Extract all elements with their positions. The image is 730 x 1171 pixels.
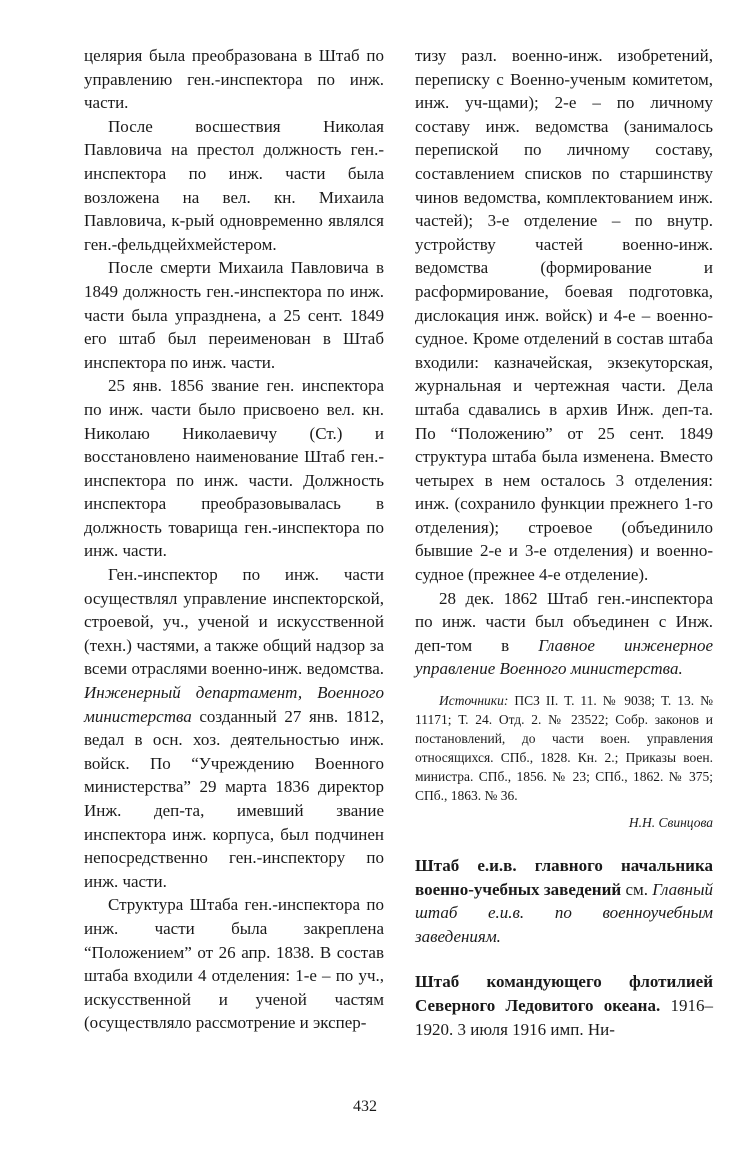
entry-military-schools-title: Штаб е.и.в. главного начальника военно-учебных заведений <box>415 856 713 899</box>
left-paragraph-4 <box>84 563 384 893</box>
entry-military-schools-reference: Главный штаб е.и.в. по военноучебным заведениям. <box>415 879 713 946</box>
entry-arctic-flotilla-title: Штаб командующего флотилией Северного Ледовитого океана. <box>415 972 713 1015</box>
left-column <box>84 44 384 1035</box>
left-paragraph-2: После смерти Михаила Павловича в 1849 должность ген.-инспектора по инж. части была упразднена, а 25 сент. 1849 его штаб был переименован в Штаб инспектора по инж. части. <box>84 258 384 372</box>
entry-military-schools-see: см. <box>625 879 649 899</box>
cross-reference-engineering-department: Инженерный департамент, Военного министерства <box>84 683 384 726</box>
right-paragraph-1-text: 28 дек. 1862 Штаб ген.-инспектора по инж. части был объединен с Инж. деп-том в <box>415 588 713 655</box>
entry-arctic-flotilla-text: 1916–1920. 3 июля 1916 имп. Ни- <box>415 996 713 1039</box>
left-paragraph-0: целярия была преобразована в Штаб по управлению ген.-инспектора по инж. части. <box>84 46 384 113</box>
sources-text: ПСЗ II. Т. 11. № 9038; Т. 13. № 11171; Т. 24. Отд. 2. № 23522; Собр. законов и постановлений, до части воен. управления относящихся. СПб., 1828. Кн. 2.; Приказы воен. министра. СПб., 1856. № 23; СПб., 1862. № 375; СПб., 1863. № 36. <box>415 693 713 804</box>
page-number: 432 <box>353 1098 377 1115</box>
left-paragraph-1: После восшествия Николая Павловича на престол должность ген.-инспектора по инж. части была возложена на вел. кн. Михаила Павловича, к-рый одновременно являлся ген.-фельдцейхмейстером. <box>84 116 384 254</box>
left-paragraph-4-text-a: Ген.-инспектор по инж. части осуществлял управление инспекторской, строевой, уч., ученой и искусственной (техн.) частями, а также общий надзор за всеми отраслями военно-инж. ведомства. <box>84 565 384 679</box>
article-author: Н.Н. Свинцова <box>628 815 713 831</box>
entry-military-schools <box>415 854 713 948</box>
left-paragraph-5: Структура Штаба ген.-инспектора по инж. части была закреплена “Положением” от 26 апр. 1838. В состав штаба входили 4 отделения: 1-е – по уч., искусственной и ученой частям (осуществляло рассмотрение и экспер- <box>84 895 384 1033</box>
left-paragraph-4-text-b: созданный 27 янв. 1812, ведал в осн. хоз. деятельностью инж. войск. По “Учреждению Военного министерства” 29 марта 1836 директор Инж. деп-та, имевший звание инспектора инж. корпуса, был подчинен непосредственно ген.-инспектору по инж. части. <box>84 706 384 891</box>
entry-arctic-flotilla <box>415 970 713 1041</box>
cross-reference-main-engineering-directorate: Главное инженерное управление Военного министерства. <box>415 635 713 679</box>
left-paragraph-3: 25 янв. 1856 звание ген. инспектора по инж. части было присвоено вел. кн. Николаю Николаевичу (Ст.) и восстановлено наименование Штаб ген.-инспектора по инж. части. Должность инспектора преобразовывалась в должность товарища ген.-инспектора по инж. части. <box>84 376 384 561</box>
sources <box>415 691 713 805</box>
right-paragraph-0: тизу разл. военно-инж. изобретений, переписку с Военно-ученым комитетом, инж. уч-щами); 2-е – по личному составу инж. ведомства (занималось перепиской по личному составу, составлением списков по старшинству чинов ведомства, комплектованием инж. частей); 3-е отделение – по внутр. устройству частей военно-инж. ведомства (формирование и расформирование, боевая подготовка, дислокация инж. войск) и 4-е – военно-судное. Кроме отделений в состав штаба входили: казначейская, экзекуторская, журнальная и чертежная части. Дела штаба сдавались в архив Инж. деп-та. По “Положению” от 25 сент. 1849 структура штаба была изменена. Вместо четырех в нем осталось 3 отделения: инж. (сохранило функции прежнего 1-го отделения); строевое (объединило бывшие 2-е и 3-е отделения) и военно-судное (прежнее 4-е отделение). <box>415 46 713 585</box>
sources-label: Источники: <box>439 693 509 709</box>
right-paragraph-1 <box>415 587 713 681</box>
right-column <box>415 44 713 1041</box>
